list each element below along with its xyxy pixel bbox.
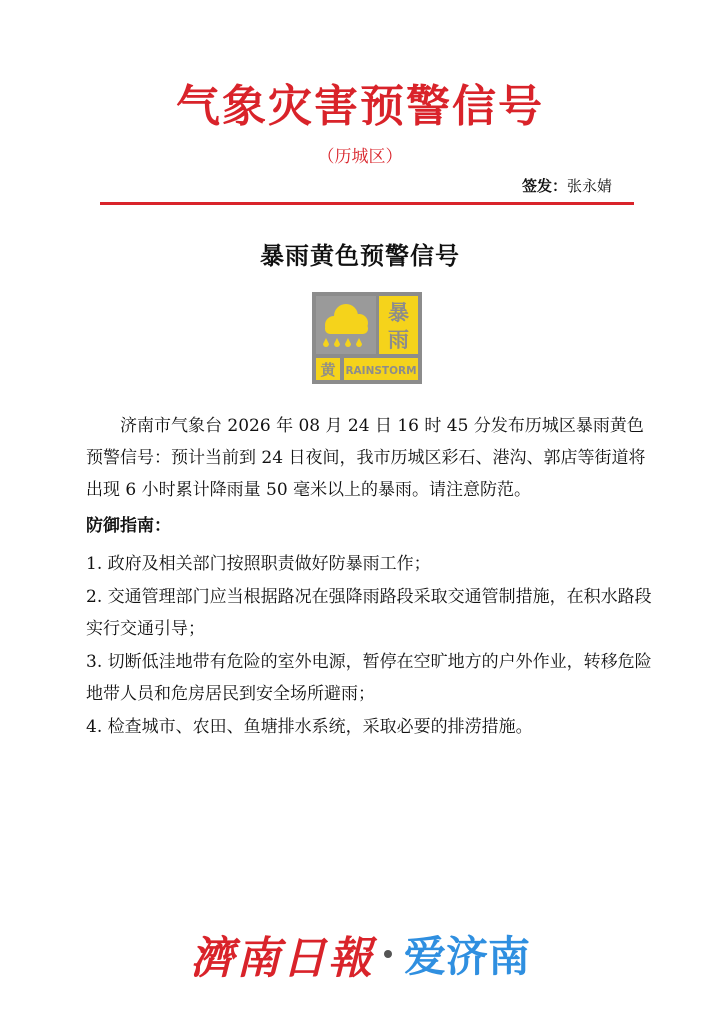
notice-intro: 济南市气象台 2026 年 08 月 24 日 16 时 45 分发布历城区暴雨黄色预警信号：预计当前到 24 日夜间，我市历城区彩石、港沟、郭店等街道将出现 6 小时累计降雨量 50 毫米以上的暴雨。请注意防范。 (86, 416, 646, 500)
issuer-line (522, 175, 612, 196)
issuer-name: 张永婧 (566, 177, 612, 195)
page-title: 气象灾害预警信号 (176, 81, 544, 132)
guide-item: 3. 切断低洼地带有危险的室外电源，暂停在空旷地方的户外作业，转移危险地带人员和危房居民到安全场所避雨； (86, 652, 652, 704)
footer-branding (0, 922, 720, 986)
header-divider (100, 202, 634, 205)
icon-text-bottom: 雨 (388, 328, 409, 352)
rainstorm-yellow-warning-icon (312, 292, 422, 384)
district-label: （历城区） (317, 147, 403, 167)
icon-text-top: 暴 (388, 301, 409, 325)
newspaper-logo: 濟南日報 (189, 933, 374, 984)
guide-item: 2. 交通管理部门应当根据路况在强降雨路段采取交通管制措施，在积水路段实行交通引导； (86, 587, 652, 639)
guide-title: 防御指南： (86, 516, 171, 536)
icon-english-text: RAINSTORM (345, 365, 417, 377)
icon-level-char: 黄 (320, 361, 336, 379)
app-logo: 爱济南 (403, 932, 530, 981)
separator-dot (384, 950, 392, 958)
issuer-label: 签发： (521, 177, 567, 195)
guide-item: 1. 政府及相关部门按照职责做好防暴雨工作； (86, 554, 431, 574)
warning-title: 暴雨黄色预警信号 (260, 241, 460, 270)
notice-body (86, 410, 652, 744)
guide-item: 4. 检查城市、农田、鱼塘排水系统，采取必要的排涝措施。 (86, 717, 533, 737)
